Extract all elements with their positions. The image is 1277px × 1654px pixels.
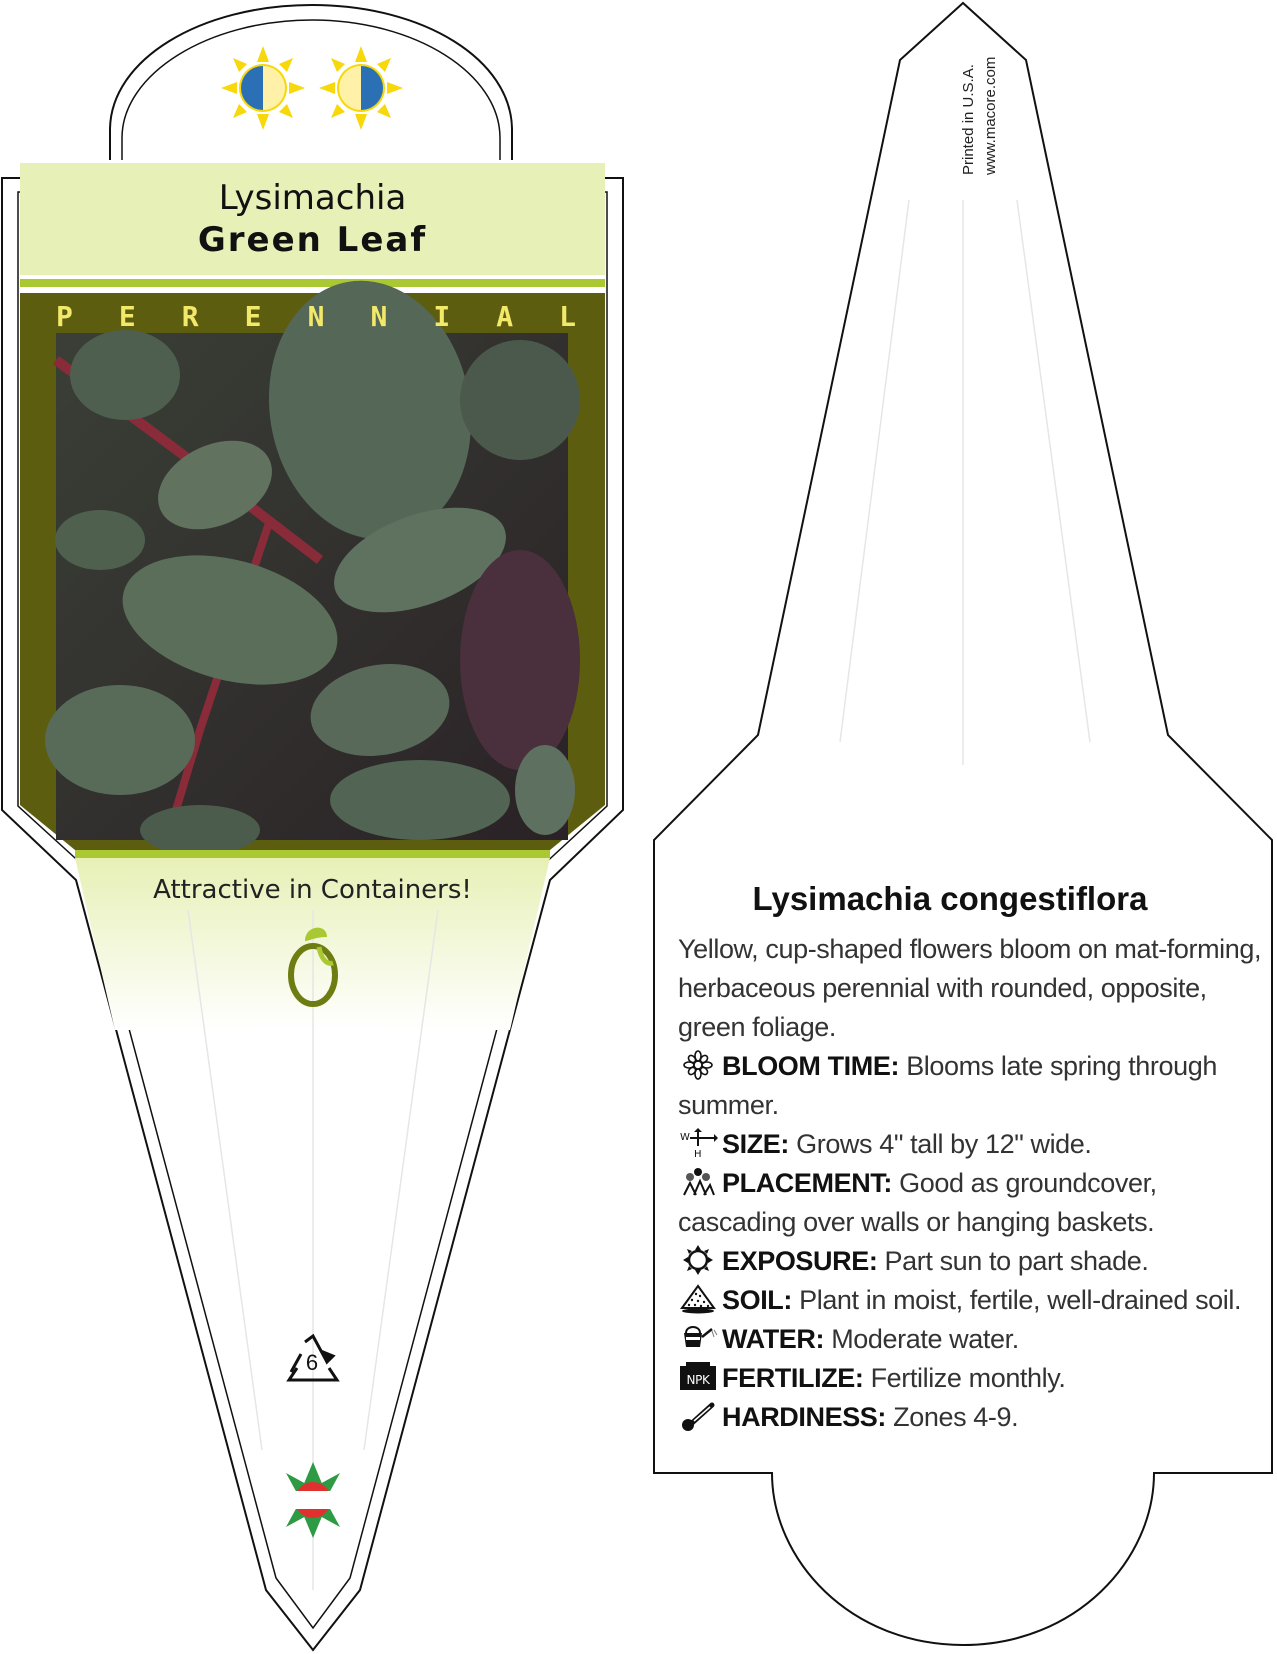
care-label: HARDINESS: <box>722 1402 887 1432</box>
category-label <box>56 300 576 333</box>
tagline: Attractive in Containers! <box>153 875 472 905</box>
size-w-label: W <box>680 1132 690 1143</box>
care-text: Plant in moist, fertile, well-drained soil. <box>799 1285 1242 1315</box>
half-sun-icon <box>319 46 403 130</box>
care-label: PLACEMENT: <box>722 1168 892 1198</box>
care-label: EXPOSURE: <box>722 1246 878 1276</box>
care-item-water <box>678 1320 1277 1359</box>
half-sun-icon <box>221 46 305 130</box>
printer-info <box>958 57 1002 175</box>
care-text: Part sun to part shade. <box>884 1246 1149 1276</box>
category-letter: P <box>56 300 73 333</box>
description: Yellow, cup-shaped flowers bloom on mat-forming, herbaceous perennial with rounded, opposite, green foliage. <box>678 934 1262 1042</box>
care-label: SOIL: <box>722 1285 792 1315</box>
care-label: WATER: <box>722 1324 825 1354</box>
care-text: Good as groundcover, cascading over walls or hanging baskets. <box>678 1168 1157 1237</box>
care-label: SIZE: <box>722 1129 790 1159</box>
thermometer-icon <box>678 1401 718 1431</box>
care-item-hardiness <box>678 1398 1277 1437</box>
website: www.macore.com <box>982 56 999 175</box>
plant-cultivar: Green Leaf <box>197 220 428 260</box>
printed-in: Printed in U.S.A. <box>960 64 977 175</box>
care-item-soil <box>678 1281 1277 1320</box>
soil-icon <box>678 1284 718 1314</box>
category-letter: A <box>496 300 514 333</box>
recycle-code: 6 <box>305 1350 319 1375</box>
npk-label: NPK <box>686 1373 710 1387</box>
flower-icon <box>678 1050 718 1080</box>
care-label: FERTILIZE: <box>722 1363 864 1393</box>
care-text: Grows 4" tall by 12" wide. <box>796 1129 1092 1159</box>
care-item-fertilize <box>678 1359 1277 1398</box>
watering-can-icon <box>678 1323 718 1353</box>
care-label: BLOOM TIME: <box>722 1051 900 1081</box>
care-text: Blooms late spring through summer. <box>678 1051 1217 1120</box>
care-item-placement <box>678 1164 1277 1242</box>
category-letter: N <box>370 300 388 333</box>
category-letter: I <box>433 300 451 333</box>
plant-photo <box>45 265 580 855</box>
care-item-size <box>678 1125 1277 1164</box>
care-item-bloom <box>678 1047 1277 1125</box>
care-text: Moderate water. <box>831 1324 1019 1354</box>
category-letter: E <box>118 300 136 333</box>
category-letter: R <box>181 300 199 333</box>
category-letter: E <box>244 300 262 333</box>
category-letter: N <box>307 300 325 333</box>
size-h-label: H <box>694 1149 702 1158</box>
sun-icon <box>678 1245 718 1275</box>
care-info <box>678 930 1277 1437</box>
size-icon <box>678 1128 718 1158</box>
npk-icon <box>678 1362 718 1392</box>
care-text: Fertilize monthly. <box>870 1363 1066 1393</box>
placement-icon <box>678 1167 718 1197</box>
scientific-name: Lysimachia congestiflora <box>752 880 1148 917</box>
care-text: Zones 4-9. <box>893 1402 1019 1432</box>
category-letter: L <box>559 300 576 333</box>
plant-genus: Lysimachia <box>218 178 407 218</box>
care-item-exposure <box>678 1242 1277 1281</box>
brand-name: macore <box>279 1490 351 1510</box>
